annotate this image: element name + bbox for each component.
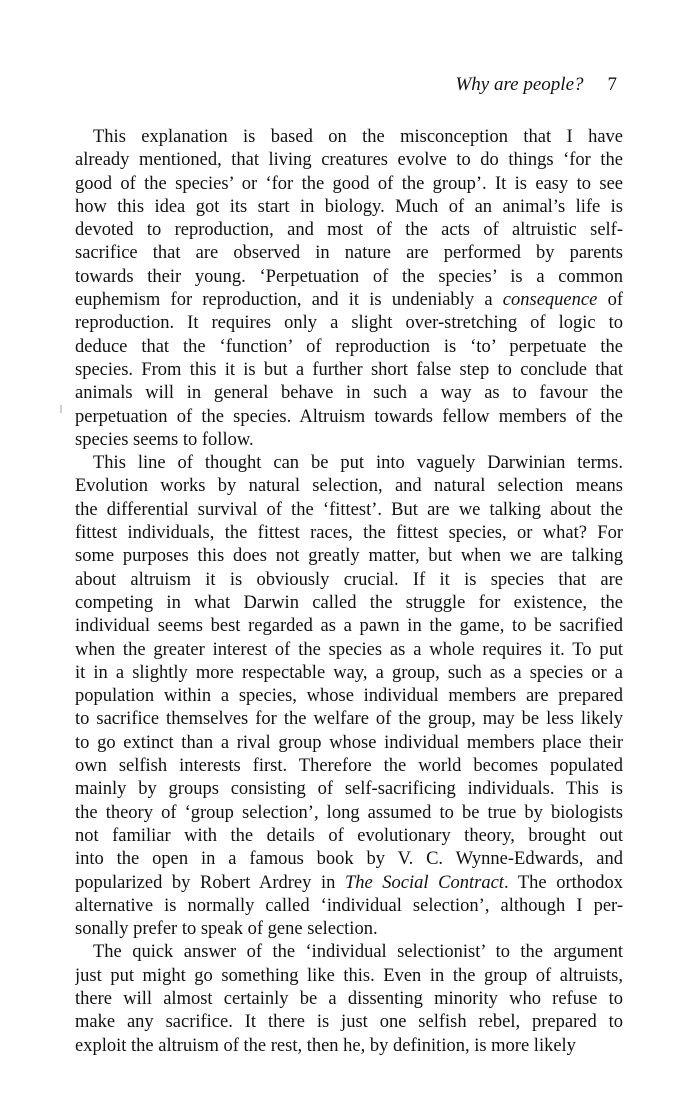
text-line: about altruism it is obviously crucial. If it is species that are: [75, 569, 623, 590]
text-line: when the greater interest of the species as a whole requires it. To put: [75, 639, 623, 660]
text-line: already mentioned, that living creatures evolve to do things ‘for the: [75, 150, 623, 171]
text-line: exploit the altruism of the rest, then he, by definition, is more likely: [75, 1035, 576, 1056]
text-line: This explanation is based on the misconception that I have: [93, 127, 623, 147]
text-line: just put might go something like this. Even in the group of altruists,: [75, 965, 623, 986]
running-head: [455, 74, 617, 96]
text-line: to sacrifice themselves for the welfare of the group, may be less likely: [75, 709, 623, 730]
text-line: population within a species, whose individual members are prepared: [75, 686, 623, 707]
text-line: it in a slightly more respectable way, a group, such as a species or a: [75, 662, 623, 683]
page-number: 7: [607, 74, 617, 95]
paragraph: [75, 452, 623, 941]
text-line: animals will in general behave in such a way as to favour the: [75, 383, 623, 404]
text-line: into the open in a famous book by V. C. Wynne-Edwards, and: [75, 849, 623, 870]
paragraph: [75, 126, 623, 452]
text-line: This line of thought can be put into vaguely Darwinian terms.: [93, 453, 623, 474]
text-line: how this idea got its start in biology. Much of an animal’s life is: [75, 196, 623, 217]
text-line: own selfish interests first. Therefore the world becomes populated: [75, 756, 623, 777]
text-line: mainly by groups consisting of self-sacrificing individuals. This is: [75, 779, 623, 800]
text-line: some purposes this does not greatly matter, but when we are talking: [75, 546, 623, 567]
text-line: alternative is normally called ‘individual selection’, although I per-: [75, 895, 623, 916]
text-line: competing in what Darwin called the struggle for existence, the: [75, 592, 623, 613]
text-line: good of the species’ or ‘for the good of the group’. It is easy to see: [75, 173, 623, 194]
text-line: species seems to follow.: [75, 429, 254, 450]
text-line: fittest individuals, the fittest races, the fittest species, or what? For: [75, 523, 623, 544]
paragraph: [75, 941, 623, 1057]
text-line: not familiar with the details of evolutionary theory, brought out: [75, 825, 623, 846]
text-line: to go extinct than a rival group whose individual members place their: [75, 732, 623, 753]
text-line: popularized by Robert Ardrey in The Social Contract. The orthodox: [75, 872, 623, 893]
text-line: deduce that the ‘function’ of reproduction is ‘to’ perpetuate the: [75, 336, 623, 357]
text-line: perpetuation of the species. Altruism towards fellow members of the: [75, 406, 623, 427]
text-line: there will almost certainly be a dissenting minority who refuse to: [75, 988, 623, 1009]
text-line: devoted to reproduction, and most of the acts of altruistic self-: [75, 220, 623, 241]
margin-mark: [60, 405, 62, 413]
text-line: towards their young. ‘Perpetuation of the species’ is a common: [75, 266, 623, 287]
text-line: sacrifice that are observed in nature are performed by parents: [75, 243, 623, 264]
running-title: Why are people?: [455, 74, 584, 95]
text-line: the theory of ‘group selection’, long assumed to be true by biologists: [75, 802, 623, 823]
text-line: individual seems best regarded as a pawn in the game, to be sacrified: [75, 616, 623, 637]
text-line: species. From this it is but a further short false step to conclude that: [75, 359, 623, 380]
text-line: the differential survival of the ‘fittest’. But are we talking about the: [75, 499, 623, 520]
text-line: make any sacrifice. It there is just one selfish rebel, prepared to: [75, 1012, 623, 1033]
text-line: sonally prefer to speak of gene selection.: [75, 919, 378, 940]
text-line: euphemism for reproduction, and it is undeniably a consequence of: [75, 290, 623, 311]
text-line: The quick answer of the ‘individual selectionist’ to the argument: [93, 942, 623, 963]
text-line: reproduction. It requires only a slight over-stretching of logic to: [75, 313, 623, 334]
text-line: Evolution works by natural selection, and natural selection means: [75, 476, 623, 497]
body-text: [75, 126, 623, 1058]
